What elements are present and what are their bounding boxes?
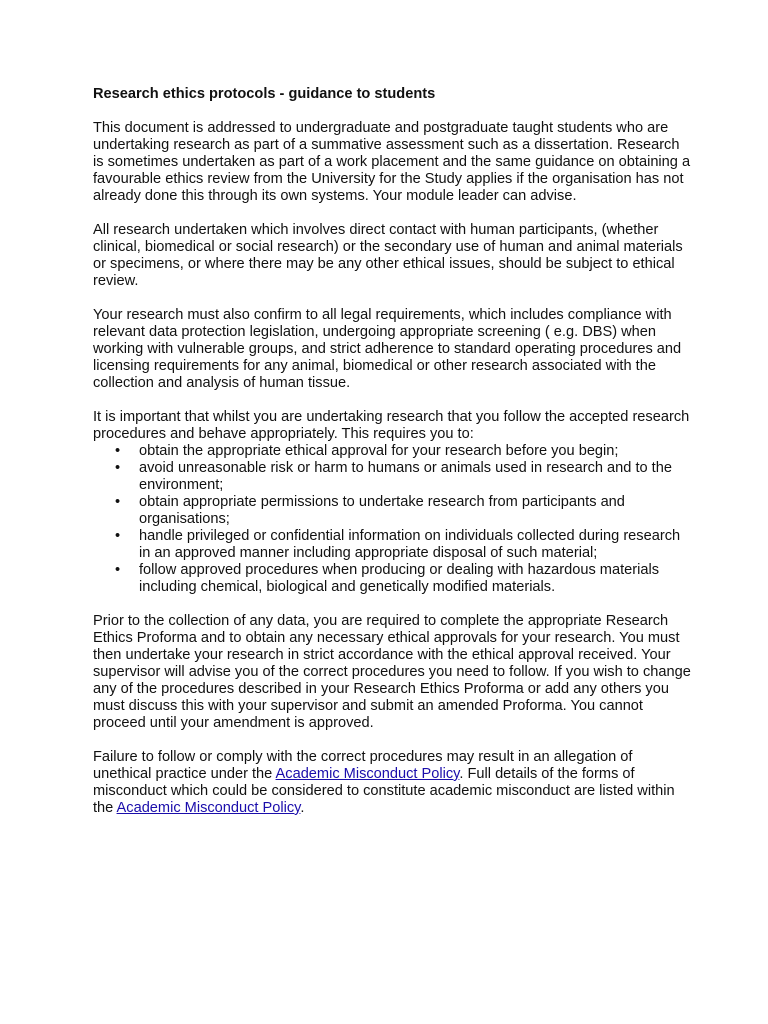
academic-misconduct-policy-link-2[interactable]: Academic Misconduct Policy <box>116 800 301 816</box>
paragraph-procedures-intro: It is important that whilst you are undertaking research that you follow the accepted research procedures and behave appropriately. This requires you to: <box>93 409 690 442</box>
misconduct-text-part2: . Full details of the forms of misconduct which could be considered to constitute academic misconduct are listed within the <box>93 766 675 816</box>
bullet-icon: • <box>115 528 121 544</box>
list-item-text: avoid unreasonable risk or harm to humans or animals used in research and to the environment; <box>139 460 672 493</box>
paragraph-intro: This document is addressed to undergraduate and postgraduate taught students who are undertaking research as part of a summative assessment such as a dissertation. Research is sometimes undertaken as part of a work placement and the same guidance on obtaining a favourable ethics review from the University for the Study applies if the organisation has not already done this through its own systems. Your module leader can advise. <box>93 120 691 204</box>
list-item-text: follow approved procedures when producing or dealing with hazardous materials including chemical, biological and genetically modified materials. <box>139 562 660 595</box>
paragraph-ethical-review: All research undertaken which involves direct contact with human participants, (whether clinical, biomedical or social research) or the secondary use of human and animal materials or specimens, or where there may be any other ethical issues, should be subject to ethical review. <box>93 222 683 289</box>
misconduct-text-part3: . <box>300 800 305 816</box>
list-item-text: obtain appropriate permissions to undertake research from participants and organisations; <box>139 494 625 527</box>
paragraph-legal-requirements: Your research must also confirm to all legal requirements, which includes compliance with relevant data protection legislation, undergoing appropriate screening ( e.g. DBS) when working with vulnerable groups, and strict adherence to standard operating procedures and licensing requirements for any animal, biomedical or other research associated with the collection and analysis of human tissue. <box>93 307 682 391</box>
list-item-text: handle privileged or confidential information on individuals collected during research in an approved manner including appropriate disposal of such material; <box>139 528 681 561</box>
academic-misconduct-policy-link[interactable]: Academic Misconduct Policy <box>275 766 460 782</box>
list-item <box>93 443 693 460</box>
misconduct-text-part1: Failure to follow or comply with the correct procedures may result in an allegation of unethical practice under the <box>93 749 633 782</box>
document-title: Research ethics protocols - guidance to students <box>93 86 436 102</box>
bullet-icon: • <box>115 494 121 510</box>
paragraph-proforma: Prior to the collection of any data, you are required to complete the appropriate Research Ethics Proforma and to obtain any necessary ethical approvals for your research. You must then undertake your research in strict accordance with the ethical approval received. Your supervisor will advise you of the correct procedures you need to follow. If you wish to change any of the procedures described in your Research Ethics Proforma or add any others you must discuss this with your supervisor and submit an amended Proforma. You cannot proceed until your amendment is approved. <box>93 613 691 731</box>
paragraph-misconduct <box>93 749 693 817</box>
list-item <box>93 460 693 494</box>
list-item <box>93 494 693 528</box>
list-item-text: obtain the appropriate ethical approval for your research before you begin; <box>139 443 619 459</box>
document-body <box>93 86 693 834</box>
list-item <box>93 562 693 596</box>
bullet-icon: • <box>115 443 121 459</box>
bullet-icon: • <box>115 562 121 578</box>
list-item <box>93 528 693 562</box>
bullet-icon: • <box>115 460 121 476</box>
requirements-list <box>93 443 693 596</box>
